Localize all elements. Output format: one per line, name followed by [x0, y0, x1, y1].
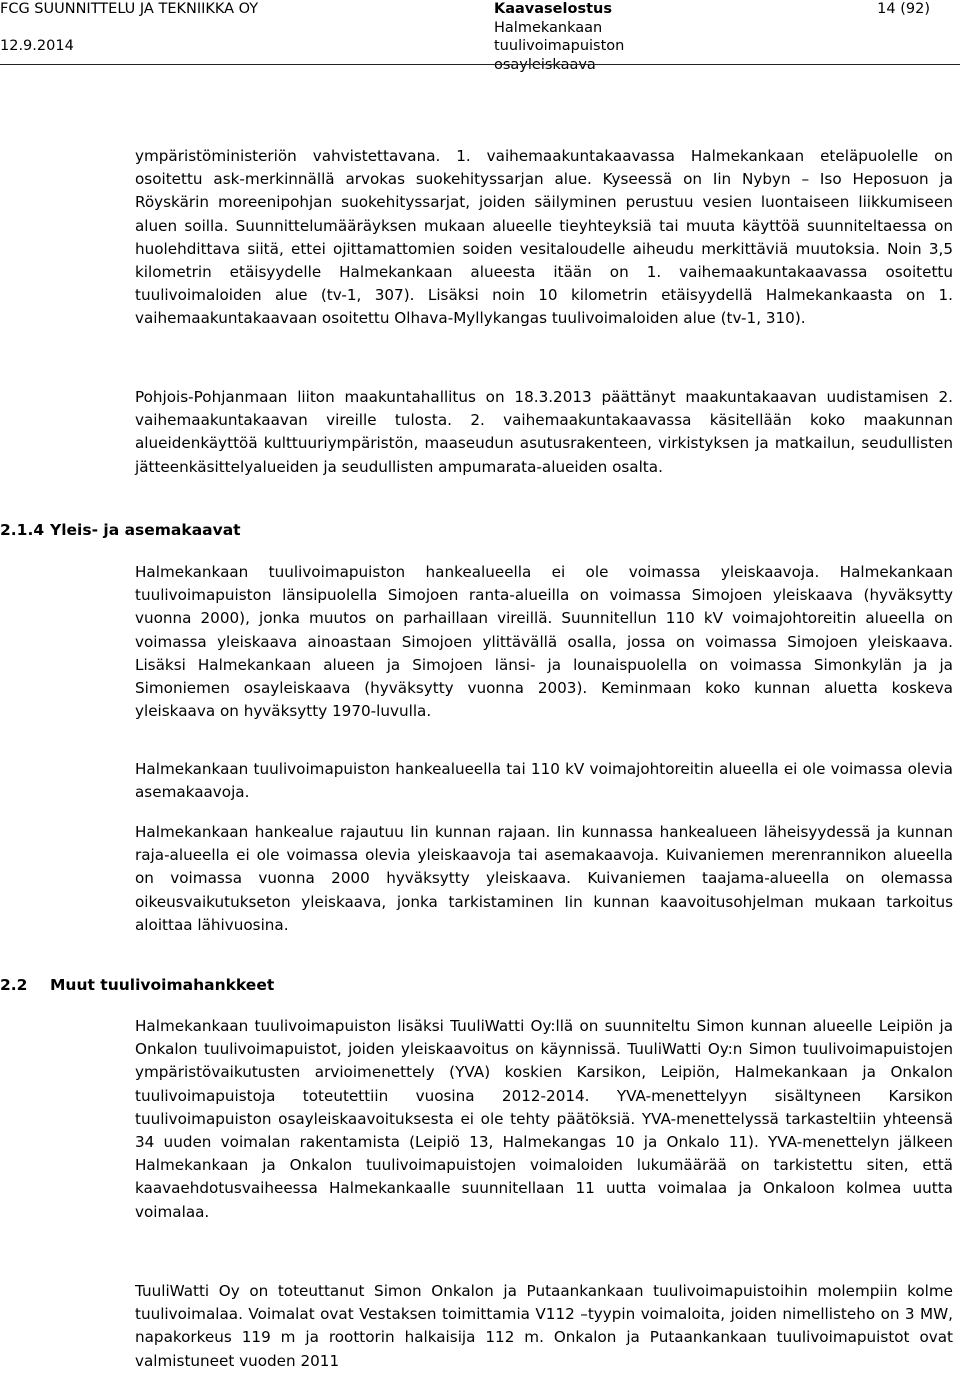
header-project-line-3: osayleiskaava	[494, 56, 596, 73]
paragraph-iin-kunta: Halmekankaan hankealue rajautuu Iin kunnan rajaan. Iin kunnassa hankealueen läheisyydessä ja kunnan raja-alueella ei ole voimassa olevia yleiskaavoja tai asemakaavoja. Kuivaniemen merenrannikon alueella on voimassa vuonna 2000 hyväksytty yleiskaava. Kuivaniemen taajama-alueella on olemassa oikeusvaikutukseton yleiskaava, jonka tarkistaminen Iin kunnan kaavoitusohjelman mukaan tarkoitus aloittaa lähivuosina.	[135, 823, 953, 934]
section-title: Yleis- ja asemakaavat	[50, 521, 241, 539]
page-header	[0, 0, 960, 73]
section-title: Muut tuulivoimahankkeet	[50, 976, 275, 994]
header-page-number: 14 (92)	[877, 1, 930, 17]
header-date: 12.9.2014	[0, 38, 74, 54]
header-project-line-1: Halmekankaan	[494, 19, 603, 36]
paragraph-toteutetut-voimalat: TuuliWatti Oy on toteuttanut Simon Onkalon ja Putaankankaan tuulivoimapuistoihin molempiin kolme tuulivoimalaa. Voimalat ovat Vestaksen toimittamia V112 –tyypin voimaloita, joiden nimellisteho on 3 MW, napakorkeus 119 m ja roottorin halkaisija 112 m. Onkalon ja Putaankankaan tuulivoimapuistot ovat valmistuneet vuoden 2011	[135, 1282, 953, 1370]
header-project-line-2: tuulivoimapuiston	[494, 38, 625, 54]
paragraph-maakuntakaava: ympäristöministeriön vahvistettavana. 1. vaihemaakuntakaavassa Halmekankaan eteläpuolelle on osoitettu ask-merkinnällä arvokas suokehityssarjan alue. Kyseessä on Iin Nybyn – Iso Heposuon ja Röyskärin moreenipohjan suokehityssarjat, joiden säilyminen perustuu vesien luontaiseen liikkumiseen aluen soilla. Suunnittelumääräyksen mukaan alueelle tieyhteyksiä tai muuta käyttöä suunniteltaessa on huolehdittava siitä, ettei ojittamattomien soiden vesitaloudelle aiheudu merkittäviä muutoksia. Noin 3,5 kilometrin etäisyydelle Halmekankaan alueesta itään on 1. vaihemaakuntakaavassa osoitettu tuulivoimaloiden alue (tv-1, 307). Lisäksi noin 10 kilometrin etäisyydellä Halmekankaasta on 1. vaihemaakuntakaavaan osoitettu Olhava-Myllykangas tuulivoimaloiden alue (tv-1, 310).	[135, 147, 953, 328]
header-doc-type: Kaavaselostus	[494, 1, 612, 17]
paragraph-yleiskaavat: Halmekankaan tuulivoimapuiston hankealueella ei ole voimassa yleiskaavoja. Halmekankaan tuulivoimapuiston länsipuolella Simojoen ranta-alueilla on voimassa Simojoen yleiskaava (hyväksytty vuonna 2000), jonka muutos on parhaillaan vireillä. Suunnitellun 110 kV voimajohtoreitin alueella on voimassa yleiskaava ainoastaan Simojoen ylittävällä osalla, jossa on voimassa Simojoen yleiskaava. Lisäksi Halmekankaan alueen ja Simojoen länsi- ja lounaispuolella on voimassa Simonkylän ja ja Simoniemen osayleiskaava (hyväksytty vuonna 2003). Keminmaan koko kunnan aluetta koskeva yleiskaava on hyväksytty 1970-luvulla.	[135, 563, 953, 721]
header-org: FCG SUUNNITTELU JA TEKNIIKKA OY	[0, 1, 259, 17]
section-number: 2.2	[0, 976, 28, 994]
paragraph-asemakaavat: Halmekankaan tuulivoimapuiston hankealueella tai 110 kV voimajohtoreitin alueella ei ole voimassa olevia asemakaavoja.	[135, 760, 953, 802]
paragraph-vaihemaakuntakaava-2: Pohjois-Pohjanmaan liiton maakuntahallitus on 18.3.2013 päättänyt maakuntakaavan uudistamisen 2. vaihemaakuntakaavan vireille tulosta. 2. vaihemaakuntakaavassa käsitellään koko maakunnan alueidenkäyttöä kulttuuriympäristön, maaseudun asutusrakenteen, virkistyksen ja matkailun, seudullisten jätteenkäsittelyalueiden ja seudullisten ampumarata-alueiden osalta.	[135, 388, 953, 476]
header-divider	[0, 64, 960, 65]
paragraph-tuuliwatti-hankkeet: Halmekankaan tuulivoimapuiston lisäksi TuuliWatti Oy:llä on suunniteltu Simon kunnan alueelle Leipiön ja Onkalon tuulivoimapuistot, joiden yleiskaavoitus on käynnissä. TuuliWatti Oy:n Simon tuulivoimapuistojen ympäristövaikutusten arvioimenettely (YVA) koskien Karsikon, Leipiön, Halmekankaan ja Onkalon tuulivoimapuistoja toteutettiin vuosina 2012-2014. YVA-menettelyyn sisältyneen Karsikon tuulivoimapuiston osayleiskaavoituksesta ei ole tehty päätöksiä. YVA-menettelyssä tarkasteltiin yhteensä 34 uuden voimalan rakentamista (Leipiö 13, Halmekangas 10 ja Onkalo 11). YVA-menettelyn jälkeen Halmekankaan ja Onkalon tuulivoimapuistojen voimaloiden lukumäärää on tarkistettu siten, että kaavaehdotusvaiheessa Halmekankaalle suunnitellaan 11 uutta voimalaa ja Onkaloon kolmea uutta voimalaa.	[135, 1017, 953, 1221]
section-heading-yleis-ja-asemakaavat	[0, 519, 241, 542]
section-number: 2.1.4	[0, 521, 45, 539]
header-document-title	[494, 0, 624, 74]
section-heading-muut-tuulivoimahankkeet	[0, 974, 274, 997]
